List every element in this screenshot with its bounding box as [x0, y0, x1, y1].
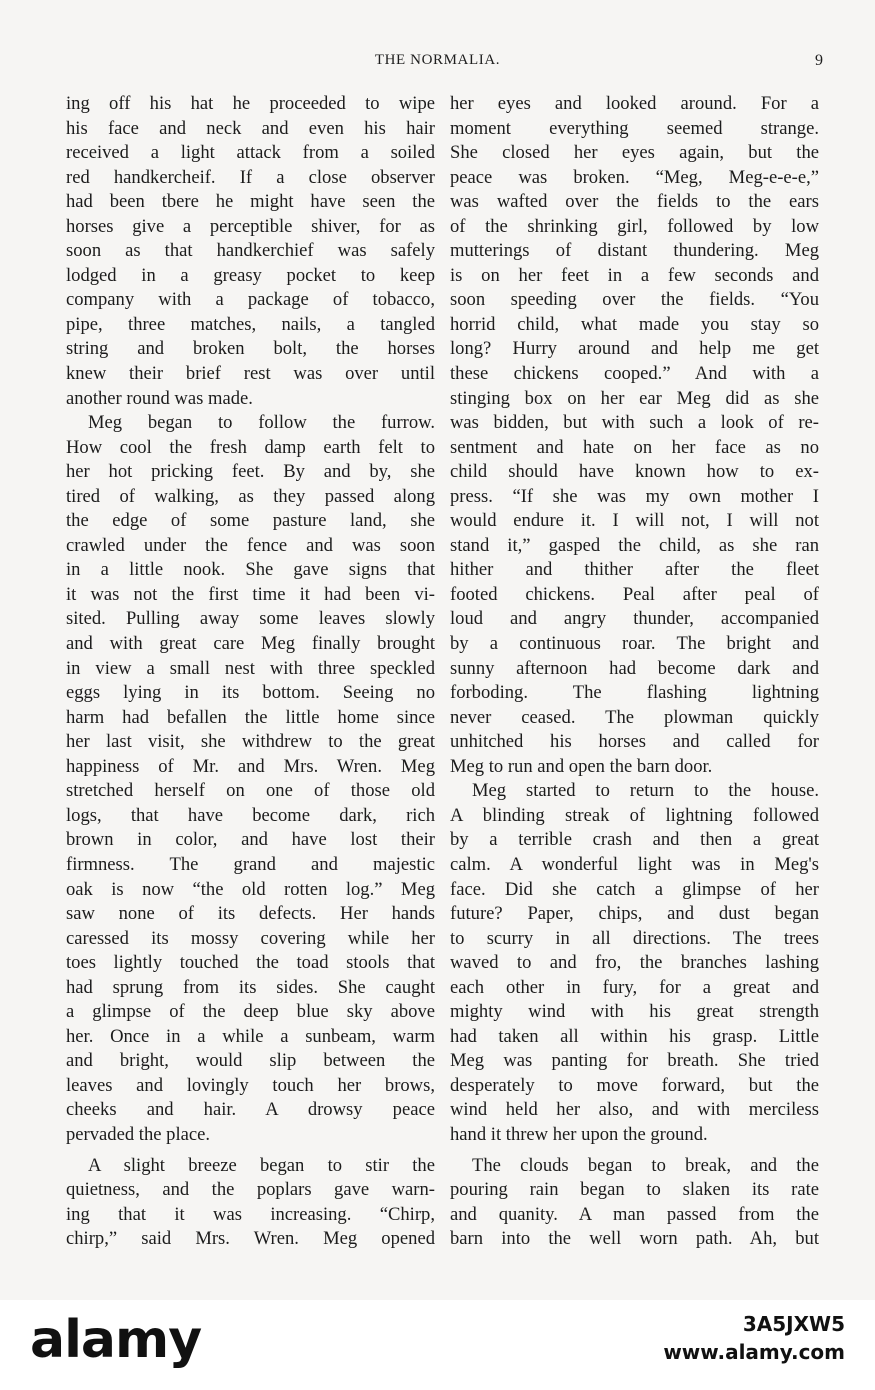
- stock-watermark-band: [0, 1300, 875, 1390]
- text-line: string and broken bolt, the horses: [66, 338, 435, 360]
- text-line: company with a package of tobacco,: [66, 289, 435, 311]
- text-line: press. “If she was my own mother I: [450, 485, 819, 507]
- text-line: child should have known how to ex-: [450, 461, 819, 483]
- text-line: toes lightly touched the toad stools that: [66, 952, 435, 974]
- text-line: was wafted over the fields to the ears: [450, 191, 819, 213]
- text-line: by a terrible crash and then a great: [450, 829, 819, 851]
- text-line: She closed her eyes again, but the: [450, 142, 819, 164]
- text-line: unhitched his horses and called for: [450, 731, 819, 753]
- text-line: and bright, would slip between the: [66, 1050, 435, 1072]
- text-line: horrid child, what made you stay so: [450, 313, 819, 335]
- stock-url: www.alamy.com: [663, 1340, 845, 1364]
- text-line: cheeks and hair. A drowsy peace: [66, 1099, 435, 1121]
- text-line: happiness of Mr. and Mrs. Wren. Meg: [66, 755, 435, 777]
- text-line: sited. Pulling away some leaves slowly: [66, 608, 435, 630]
- text-line: pouring rain began to slaken its rate: [450, 1179, 819, 1201]
- text-line: crawled under the fence and was soon: [66, 534, 435, 556]
- text-line: The clouds began to break, and the: [472, 1154, 819, 1176]
- text-line: and with great care Meg finally brought: [66, 633, 435, 655]
- text-line: saw none of its defects. Her hands: [66, 903, 435, 925]
- text-line: ing off his hat he proceeded to wipe: [66, 93, 435, 114]
- text-line: mighty wind with his great strength: [450, 1001, 819, 1023]
- text-line: his face and neck and even his hair: [66, 117, 435, 139]
- text-column-right: [450, 92, 819, 1252]
- text-line: never ceased. The plowman quickly: [450, 706, 819, 728]
- text-line: her eyes and looked around. For a: [450, 93, 819, 114]
- text-line: firmness. The grand and majestic: [66, 853, 435, 875]
- text-line: another round was made.: [66, 387, 253, 409]
- text-line: the edge of some pasture land, she: [66, 510, 435, 532]
- text-line: and quanity. A man passed from the: [450, 1203, 819, 1225]
- text-line: her last visit, she withdrew to the great: [66, 731, 435, 753]
- text-line: logs, that have become dark, rich: [66, 804, 435, 826]
- text-line: mutterings of distant thundering. Meg: [450, 240, 819, 262]
- text-line: sunny afternoon had become dark and: [450, 657, 819, 679]
- text-line: these chickens cooped.” And with a: [450, 363, 819, 385]
- text-line: received a light attack from a soiled: [66, 142, 435, 164]
- text-line: oak is now “the old rotten log.” Meg: [66, 878, 435, 900]
- brand-logo: alamy: [30, 1310, 202, 1370]
- text-line: of the shrinking girl, followed by low: [450, 215, 819, 237]
- text-line: knew their brief rest was over until: [66, 363, 435, 385]
- text-line: long? Hurry around and help me get: [450, 338, 819, 360]
- image-id: 3A5JXW5: [742, 1312, 845, 1336]
- text-line: Meg to run and open the barn door.: [450, 755, 713, 777]
- text-line: it was not the first time it had been vi-: [66, 583, 435, 605]
- text-line: stretched herself on one of those old: [66, 780, 435, 802]
- text-line: barn into the well worn path. Ah, but: [450, 1228, 819, 1250]
- text-line: Meg started to return to the house.: [472, 780, 819, 802]
- text-column-left: [66, 92, 435, 1252]
- text-line: horses give a perceptible shiver, for as: [66, 215, 435, 237]
- text-line: her hot pricking feet. By and by, she: [66, 461, 435, 483]
- text-line: Meg was panting for breath. She tried: [450, 1050, 819, 1072]
- text-line: harm had befallen the little home since: [66, 706, 435, 728]
- text-line: in view a small nest with three speckled: [66, 657, 435, 679]
- text-line: by a continuous roar. The bright and: [450, 633, 819, 655]
- text-line: pipe, three matches, nails, a tangled: [66, 313, 435, 335]
- text-line: in a little nook. She gave signs that: [66, 559, 435, 581]
- running-head: [0, 50, 875, 74]
- text-line: lodged in a greasy pocket to keep: [66, 264, 435, 286]
- journal-title: THE NORMALIA.: [374, 52, 501, 68]
- text-line: brown in color, and have lost their: [66, 829, 435, 851]
- text-line: pervaded the place.: [66, 1123, 211, 1145]
- text-line: tired of walking, as they passed along: [66, 485, 435, 507]
- page-number: 9: [815, 52, 823, 69]
- text-line: each other in fury, for a great and: [450, 976, 819, 998]
- text-line: a glimpse of the deep blue sky above: [66, 1001, 435, 1023]
- text-line: How cool the fresh damp earth felt to: [66, 436, 435, 458]
- text-line: forboding. The flashing lightning: [450, 682, 819, 704]
- text-line: footed chickens. Peal after peal of: [450, 583, 819, 605]
- text-line: A slight breeze began to stir the: [88, 1154, 435, 1176]
- text-line: sentment and hate on her face as no: [450, 436, 819, 458]
- text-line: wind held her also, and with merciless: [450, 1099, 819, 1121]
- text-line: stand it,” gasped the child, as she ran: [450, 534, 819, 556]
- text-line: future? Paper, chips, and dust began: [450, 903, 819, 925]
- text-line: to scurry in all directions. The trees: [450, 927, 819, 949]
- text-line: loud and angry thunder, accompanied: [450, 608, 819, 630]
- text-line: hand it threw her upon the ground.: [450, 1123, 708, 1145]
- text-line: was bidden, but with such a look of re-: [450, 412, 819, 434]
- text-line: had been tbere he might have seen the: [66, 191, 435, 213]
- text-line: soon as that handkerchief was safely: [66, 240, 435, 262]
- text-line: waved to and fro, the branches lashing: [450, 952, 819, 974]
- text-line: hither and thither after the fleet: [450, 559, 819, 581]
- text-line: stinging box on her ear Meg did as she: [450, 387, 819, 409]
- text-line: A blinding streak of lightning followed: [450, 804, 819, 826]
- text-line: would endure it. I will not, I will not: [450, 510, 819, 532]
- text-line: Meg began to follow the furrow.: [88, 412, 435, 434]
- text-line: her. Once in a while a sunbeam, warm: [66, 1025, 435, 1047]
- text-line: leaves and lovingly touch her brows,: [66, 1074, 435, 1096]
- text-line: soon speeding over the fields. “You: [450, 289, 819, 311]
- text-line: face. Did she catch a glimpse of her: [450, 878, 819, 900]
- text-line: red handkercheif. If a close observer: [66, 166, 435, 188]
- text-line: peace was broken. “Meg, Meg-e-e-e,”: [450, 166, 819, 188]
- text-line: ing that it was increasing. “Chirp,: [66, 1203, 435, 1225]
- text-line: moment everything seemed strange.: [450, 117, 819, 139]
- text-line: caressed its mossy covering while her: [66, 927, 435, 949]
- text-line: desperately to move forward, but the: [450, 1074, 819, 1096]
- text-line: chirp,” said Mrs. Wren. Meg opened: [66, 1228, 435, 1250]
- text-line: quietness, and the poplars gave warn-: [66, 1179, 435, 1201]
- text-line: is on her feet in a few seconds and: [450, 264, 819, 286]
- text-line: had taken all within his grasp. Little: [450, 1025, 819, 1047]
- text-line: had sprung from its sides. She caught: [66, 976, 435, 998]
- text-line: eggs lying in its bottom. Seeing no: [66, 682, 435, 704]
- text-line: calm. A wonderful light was in Meg's: [450, 853, 819, 875]
